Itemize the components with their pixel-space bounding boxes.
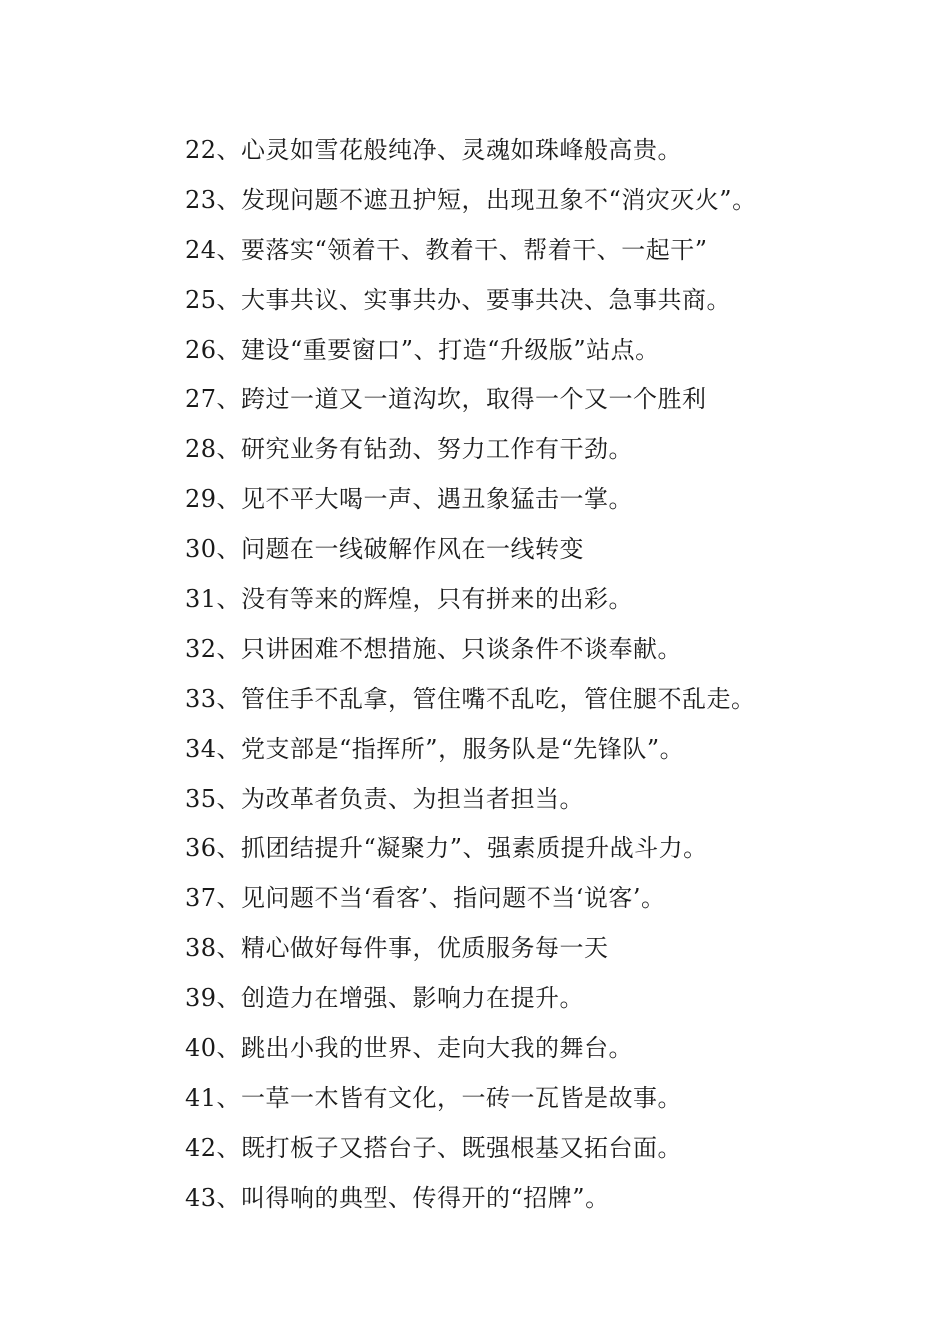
list-item: 35、为改革者负责、为担当者担当。 — [185, 784, 585, 813]
list-item: 22、心灵如雪花般纯净、灵魂如珠峰般高贵。 — [185, 136, 683, 164]
list-item: 41、一草一木皆有文化，一砖一瓦皆是故事。 — [185, 1083, 683, 1112]
list-item: 40、跳出小我的世界、走向大我的舞台。 — [185, 1034, 634, 1063]
list-item: 26、建设“重要窗口”、打造“升级版”站点。 — [185, 335, 660, 364]
list-item: 32、只讲困难不想措施、只谈条件不谈奉献。 — [185, 634, 683, 663]
list-item: 43、叫得响的典型、传得开的“招牌”。 — [185, 1183, 610, 1212]
list-item: 25、大事共议、实事共办、要事共决、急事共商。 — [185, 285, 732, 314]
list-item: 28、研究业务有钻劲、努力工作有干劲。 — [185, 435, 634, 464]
list-item: 27、跨过一道又一道沟坎，取得一个又一个胜利 — [185, 385, 707, 414]
list-item: 34、党支部是“指挥所”，服务队是“先锋队”。 — [185, 734, 685, 763]
list-item: 42、既打板子又搭台子、既强根基又拓台面。 — [185, 1133, 683, 1162]
slogan-list — [185, 126, 905, 1224]
list-item: 37、见问题不当‘看客’、指问题不当‘说客’。 — [185, 884, 666, 913]
list-item: 33、管住手不乱拿，管住嘴不乱吃，管住腿不乱走。 — [185, 684, 756, 713]
list-item: 36、抓团结提升“凝聚力”、强素质提升战斗力。 — [185, 834, 708, 863]
list-item: 30、问题在一线破解作风在一线转变 — [185, 535, 585, 564]
list-item: 24、要落实“领着干、教着干、帮着干、一起干” — [185, 235, 708, 264]
list-item: 29、见不平大喝一声、遇丑象猛击一掌。 — [185, 485, 634, 514]
list-item: 38、精心做好每件事，优质服务每一天 — [185, 934, 609, 963]
list-item: 31、没有等来的辉煌，只有拼来的出彩。 — [185, 585, 634, 614]
list-item: 39、创造力在增强、影响力在提升。 — [185, 984, 585, 1013]
list-item: 23、发现问题不遮丑护短，出现丑象不“消灾灭火”。 — [185, 185, 757, 214]
